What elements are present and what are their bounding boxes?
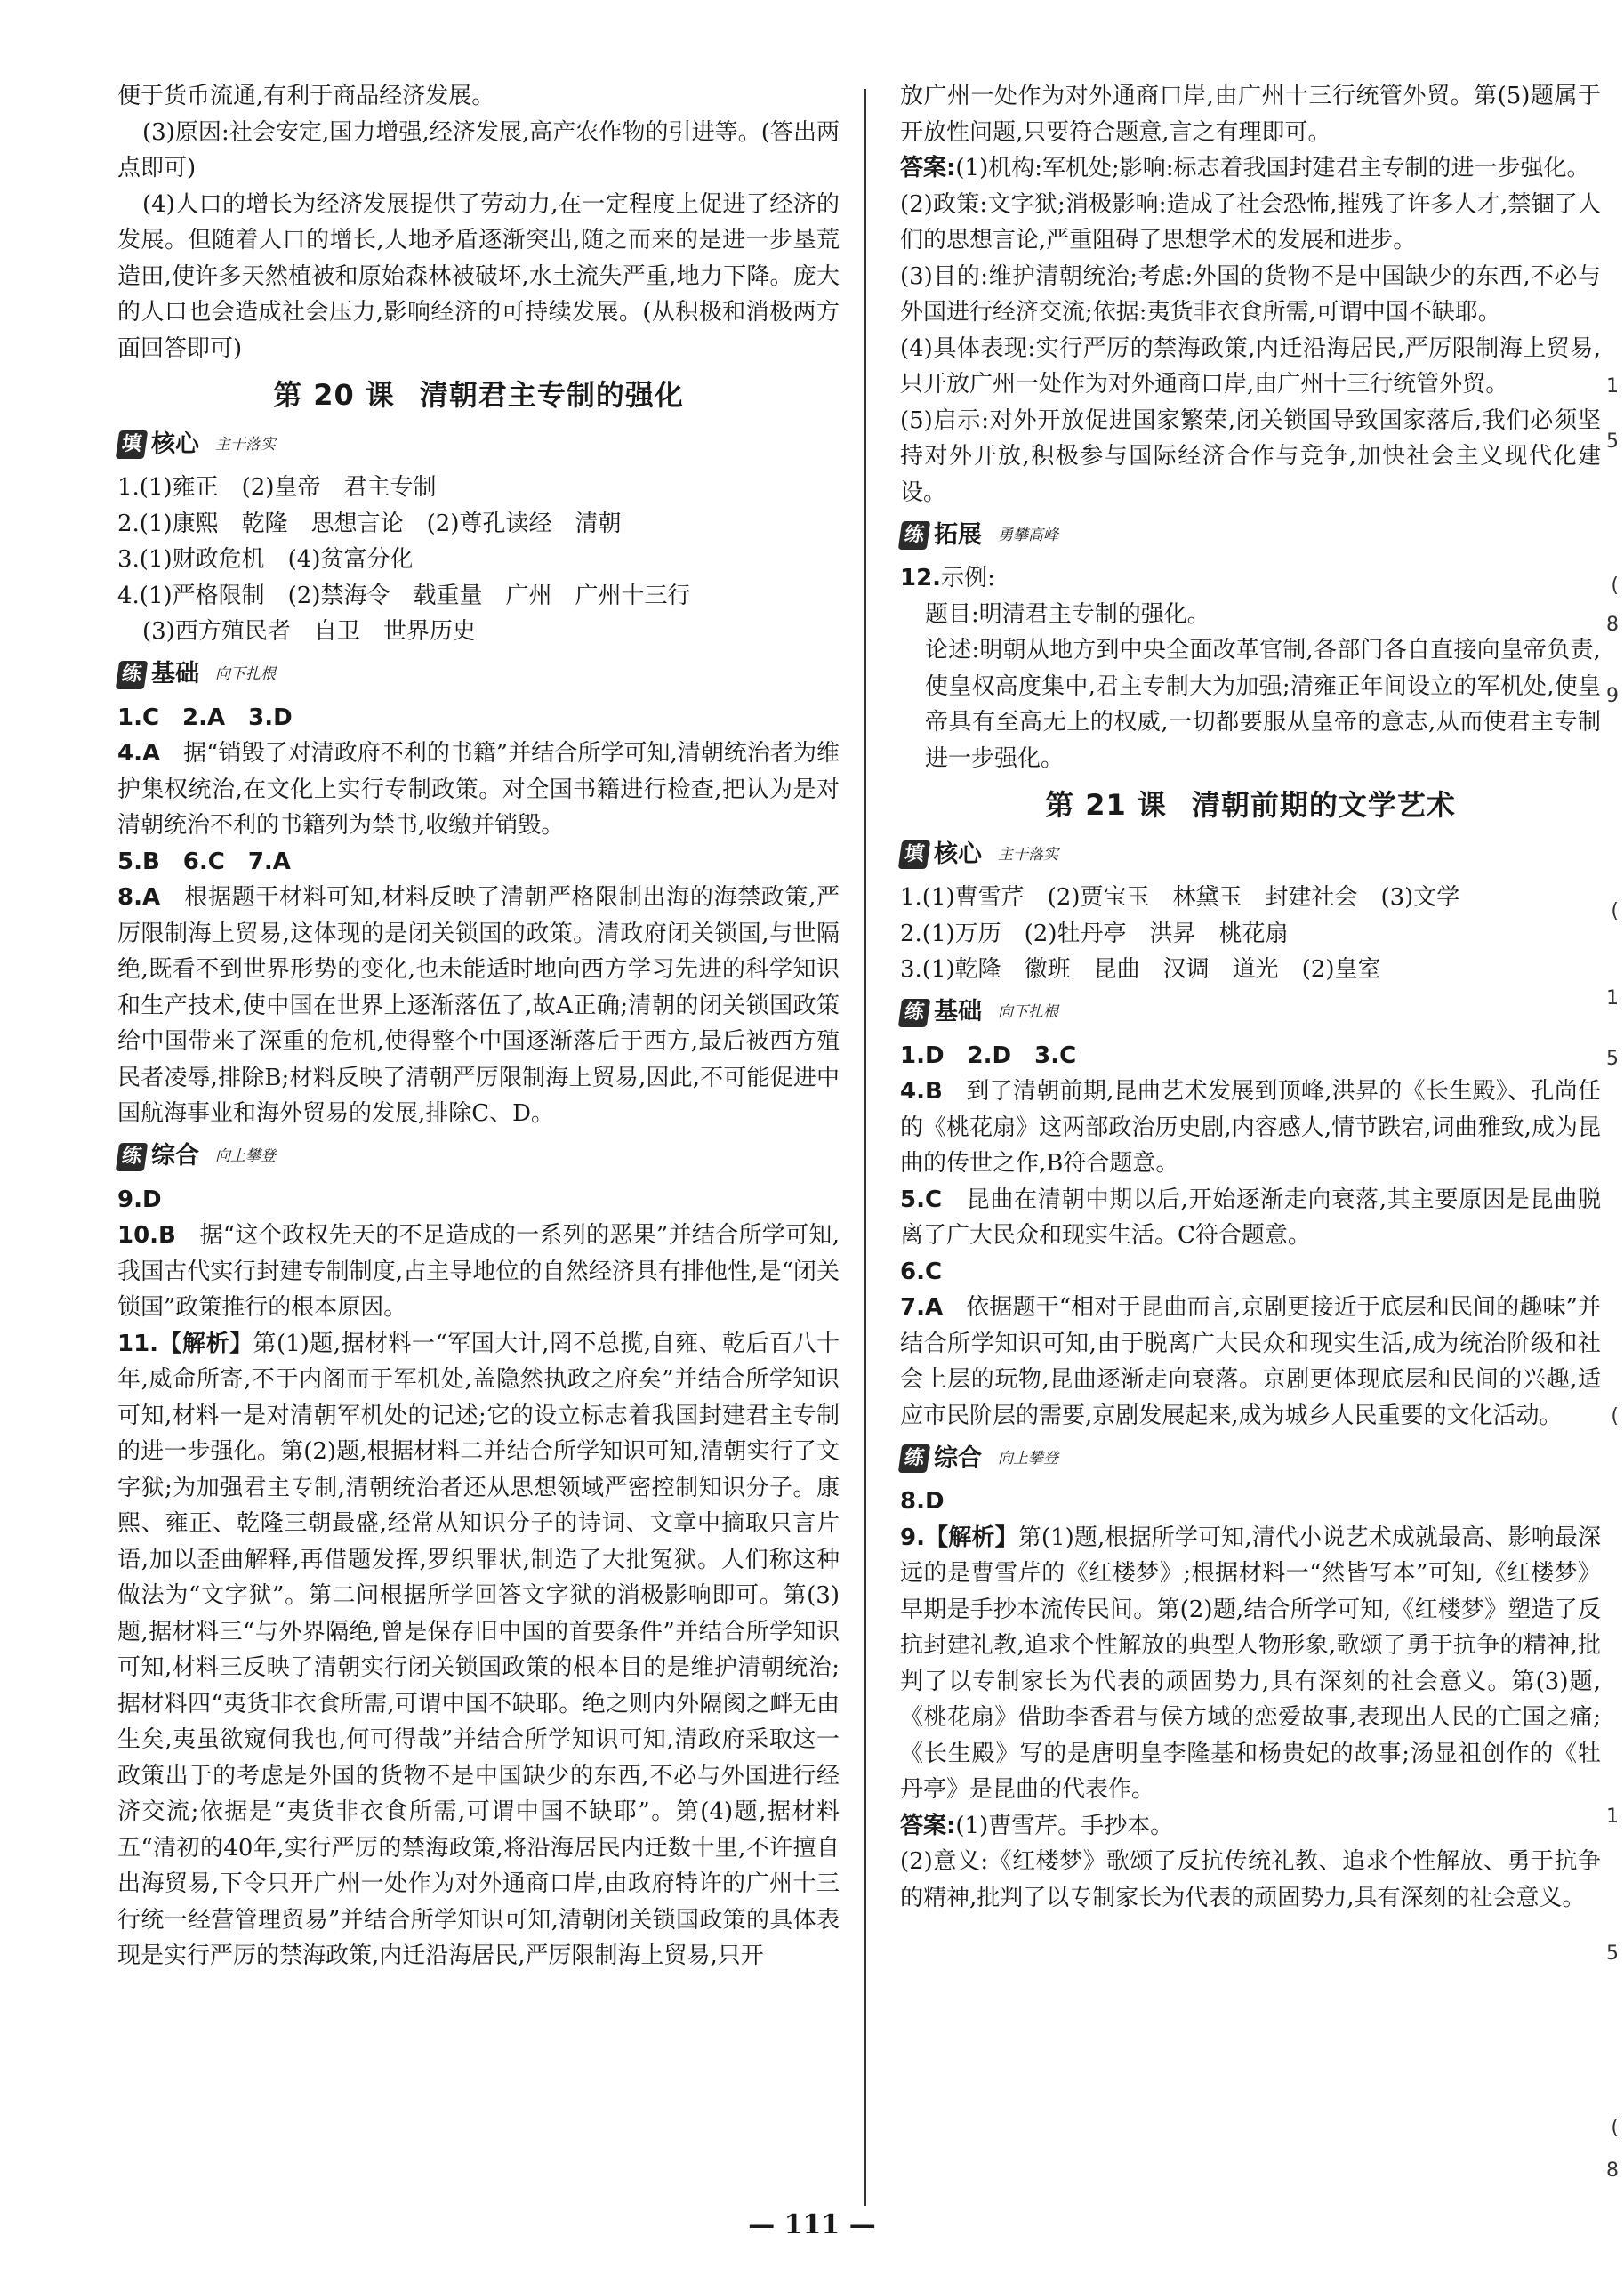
answer-line: 4.(1)严格限制 (2)禁海令 载重量 广州 广州十三行: [117, 582, 691, 609]
answer-item: 4.A 据“销毁了对清政府不利的书籍”并结合所学可知,清朝统治者为维护集权统治,在文化上实行专制政策。对全国书籍进行检查,把认为是对清朝统治不利的书籍列为禁书,收缴并销毁。: [117, 740, 840, 839]
practice-icon: 练: [898, 1444, 930, 1473]
answer-line: 6.C: [900, 1258, 943, 1285]
fill-core-icon: 填: [116, 430, 148, 459]
answer-line: 2.(1)康熙 乾隆 思想言论 (2)尊孔读经 清朝: [117, 510, 622, 537]
text-line: 便于货币流通,有利于商品经济发展。: [117, 83, 495, 109]
edge-mark: (: [1611, 1405, 1619, 1428]
edge-mark: 9: [1606, 685, 1619, 707]
answer-item: 答案:(1)曹雪芹。手抄本。: [900, 1812, 1174, 1839]
answer-item: 答案:(1)机构:军机处;影响:标志着我国封建君主专制的进一步强化。: [900, 155, 1590, 181]
answer-item: (5)启示:对外开放促进国家繁荣,闭关锁国导致国家落后,我们必须坚持对外开放,积极参与国际经济合作与竞争,加快社会主义现代化建设。: [900, 406, 1601, 506]
answer-line: 2.(1)万历 (2)牡丹亭 洪昇 桃花扇: [900, 920, 1289, 947]
answer-item: (2)政策:文字狱;消极影响:造成了社会恐怖,摧残了许多人才,禁锢了人们的思想言论,严重阻碍了思想学术的发展和进步。: [900, 190, 1601, 253]
right-column: [900, 78, 1601, 1916]
answer-item: 7.A 依据题干“相对于昆曲而言,京剧更接近于底层和民间的趣味”并结合所学知识可知,由于脱离广大民众和现实生活,成为统治阶级和社会上层的玩物,昆曲逐渐走向衰落。京剧更体现底层和民间的兴趣,适应市民阶层的需要,京剧发展起来,成为城乡人民重要的文化活动。: [900, 1294, 1601, 1429]
answer-item: 12.示例:: [900, 565, 995, 591]
answer-item: (3)目的:维护清朝统治;考虑:外国的货物不是中国缺少的东西,不必与外国进行经济交流;依据:夷货非衣食所需,可谓中国不缺耶。: [900, 262, 1601, 326]
text-line: 论述:明朝从地方到中央全面改革官制,各部门各自直接向皇帝负责,使皇权高度集中,君主专制大为加强;清雍正年间设立的军机处,使皇帝具有至高无上的权威,一切都要服从皇帝的意志,从而使君主专制进一步强化。: [925, 637, 1601, 772]
answer-line: 8.D: [900, 1488, 945, 1515]
answer-item: 10.B 据“这个政权先天的不足造成的一系列的恶果”并结合所学可知,我国古代实行封建专制制度,占主导地位的自然经济具有排他性,是“闭关锁国”政策推行的根本原因。: [117, 1222, 840, 1321]
answer-line: 9.D: [117, 1186, 162, 1213]
text-line: (3)原因:社会安定,国力增强,经济发展,高产农作物的引进等。(答出两点即可): [117, 118, 840, 181]
right-edge-marks: [1601, 0, 1624, 2276]
section-comprehensive-header: 练 综合 向上攀登: [900, 1439, 1601, 1478]
answer-line: 3.(1)财政危机 (4)贫富分化: [117, 546, 414, 573]
text-line: 放广州一处作为对外通商口岸,由广州十三行统管外贸。第(5)题属于开放性问题,只要符合题意,言之有理即可。: [900, 83, 1601, 146]
page-number: — 111 —: [748, 2209, 876, 2240]
answer-item: 8.A 根据题干材料可知,材料反映了清朝严格限制出海的海禁政策,严厉限制海上贸易,这体现的是闭关锁国的政策。清政府闭关锁国,与世隔绝,既看不到世界形势的变化,也未能适时地向西方学习先进的科学知识和生产技术,使中国在世界上逐渐落伍了,故A正确;清朝的闭关锁国政策给中国带来了深重的危机,使得整个中国逐渐落后于西方,最后被西方殖民者凌辱,排除B;材料反映了清朝严厉限制海上贸易,因此,不可能促进中国航海事业和海外贸易的发展,排除C、D。: [117, 884, 840, 1127]
edge-mark: 8: [1606, 614, 1619, 636]
answer-item: (4)具体表现:实行严厉的禁海政策,内迁沿海居民,严厉限制海上贸易,只开放广州一处作为对外通商口岸,由广州十三行统管外贸。: [900, 334, 1601, 398]
answer-line: 1.C 2.A 3.D: [117, 704, 293, 731]
practice-icon: 练: [898, 521, 930, 550]
edge-mark: 1: [1606, 1806, 1619, 1828]
column-divider: [864, 89, 866, 2206]
lesson-20-title: 第 20 课 清朝君主专制的强化: [273, 378, 684, 412]
answer-line: (3)西方殖民者 自卫 世界历史: [142, 618, 476, 645]
edge-mark: (: [1611, 2117, 1619, 2139]
answer-item: 9.【解析】第(1)题,根据所学可知,清代小说艺术成就最高、影响最深远的是曹雪芹的《红楼梦》;根据材料一“然皆写本”可知,《红楼梦》早期是手抄本流传民间。第(2)题,结合所学可知,《红楼梦》塑造了反抗封建礼教,追求个性解放的典型人物形象,歌颂了勇于抗争的精神,批判了以专制家长为代表的顽固势力,具有深刻的社会意义。第(3)题,《桃花扇》借助李香君与侯方域的恋爱故事,表现出人民的亡国之痛;《长生殿》写的是唐明皇李隆基和杨贵妃的故事;汤显祖创作的《牡丹亭》是昆曲的代表作。: [900, 1524, 1602, 1803]
answer-item: 5.C 昆曲在清朝中期以后,开始逐渐走向衰落,其主要原因是昆曲脱离了广大民众和现实生活。C符合题意。: [900, 1186, 1601, 1249]
answer-item: 11.【解析】第(1)题,据材料一“军国大计,罔不总揽,自雍、乾后百八十年,威命所寄,不于内阁而于军机处,盖隐然执政之府矣”并结合所学知识可知,材料一是对清朝军机处的记述;它的设立标志着我国封建君主专制的进一步强化。第(2)题,根据材料二并结合所学知识可知,清朝实行了文字狱;为加强君主专制,清朝统治者还从思想领域严密控制知识分子。康熙、雍正、乾隆三朝最盛,经常从知识分子的诗词、文章中摘取只言片语,加以歪曲解释,再借题发挥,罗织罪状,制造了大批冤狱。人们称这种做法为“文字狱”。第二问根据所学回答文字狱的消极影响即可。第(3)题,据材料三“与外界隔绝,曾是保存旧中国的首要条件”并结合所学知识可知,材料三反映了清朝实行闭关锁国政策的根本目的是维护清朝统治;据材料四“夷货非衣食所需,可谓中国不缺耶。绝之则内外隔阂之衅无由生矣,夷虽欲窥伺我也,何可得哉”并结合所学知识可知,清政府采取这一政策出于的考虑是外国的货物不是中国缺少的东西,不必与外国进行经济交流;依据是“夷货非衣食所需,可谓中国不缺耶”。第(4)题,据材料五“清初的40年,实行严厉的禁海政策,将沿海居民内迁数十里,不许擅自出海贸易,下令只开广州一处作为对外通商口岸,由政府特许的广州十三行统一经营管理贸易”并结合所学知识可知,清朝闭关锁国政策的具体表现是实行严厉的禁海政策,内迁沿海居民,严厉限制海上贸易,只开: [117, 1330, 840, 1969]
section-basic-header: 练 基础 向下扎根: [117, 655, 840, 695]
answer-item: 4.B 到了清朝前期,昆曲艺术发展到顶峰,洪昇的《长生殿》、孔尚任的《桃花扇》这两部政治历史剧,内容感人,情节跌宕,词曲雅致,成为昆曲的传世之作,B符合题意。: [900, 1078, 1601, 1177]
edge-mark: (: [1611, 575, 1619, 597]
answer-line: 1.(1)雍正 (2)皇帝 君主专制: [117, 474, 437, 501]
practice-icon: 练: [116, 1143, 148, 1171]
answer-line: 1.(1)曹雪芹 (2)贾宝玉 林黛玉 封建社会 (3)文学: [900, 884, 1460, 911]
section-core-header: 填 核心 主干落实: [900, 835, 1601, 874]
text-line: 题目:明清君主专制的强化。: [925, 600, 1210, 628]
edge-mark: 8: [1606, 2159, 1619, 2182]
answer-item: (2)意义:《红楼梦》歌颂了反抗传统礼教、追求个性解放、勇于抗争的精神,批判了以专制家长为代表的顽固势力,具有深刻的社会意义。: [900, 1848, 1601, 1911]
practice-icon: 练: [898, 999, 930, 1027]
fill-core-icon: 填: [898, 840, 930, 869]
edge-mark: 5: [1606, 1942, 1619, 1965]
edge-mark: 1: [1606, 987, 1619, 1009]
section-core-header: 填 核心 主干落实: [117, 425, 840, 464]
answer-line: 1.D 2.D 3.C: [900, 1041, 1077, 1069]
answer-line: 3.(1)乾隆 徽班 昆曲 汉调 道光 (2)皇室: [900, 956, 1381, 983]
section-extension-header: 练 拓展 勇攀高峰: [900, 516, 1601, 555]
text-line: (4)人口的增长为经济发展提供了劳动力,在一定程度上促进了经济的发展。但随着人口的增长,人地矛盾逐渐突出,随之而来的是进一步垦荒造田,使许多天然植被和原始森林被破坏,水土流失严重,地力下降。庞大的人口也会造成社会压力,影响经济的可持续发展。(从积极和消极两方面回答即可): [117, 190, 840, 362]
section-basic-header: 练 基础 向下扎根: [900, 993, 1601, 1033]
answer-line: 5.B 6.C 7.A: [117, 848, 291, 875]
edge-mark: (: [1611, 900, 1619, 922]
lesson-21-title: 第 21 课 清朝前期的文学艺术: [1045, 788, 1456, 822]
edge-mark: 5: [1606, 430, 1619, 453]
section-comprehensive-header: 练 综合 向上攀登: [117, 1138, 840, 1177]
left-column: [117, 78, 840, 1974]
edge-mark: 1: [1606, 375, 1619, 398]
edge-mark: 5: [1606, 1048, 1619, 1070]
practice-icon: 练: [116, 661, 148, 689]
